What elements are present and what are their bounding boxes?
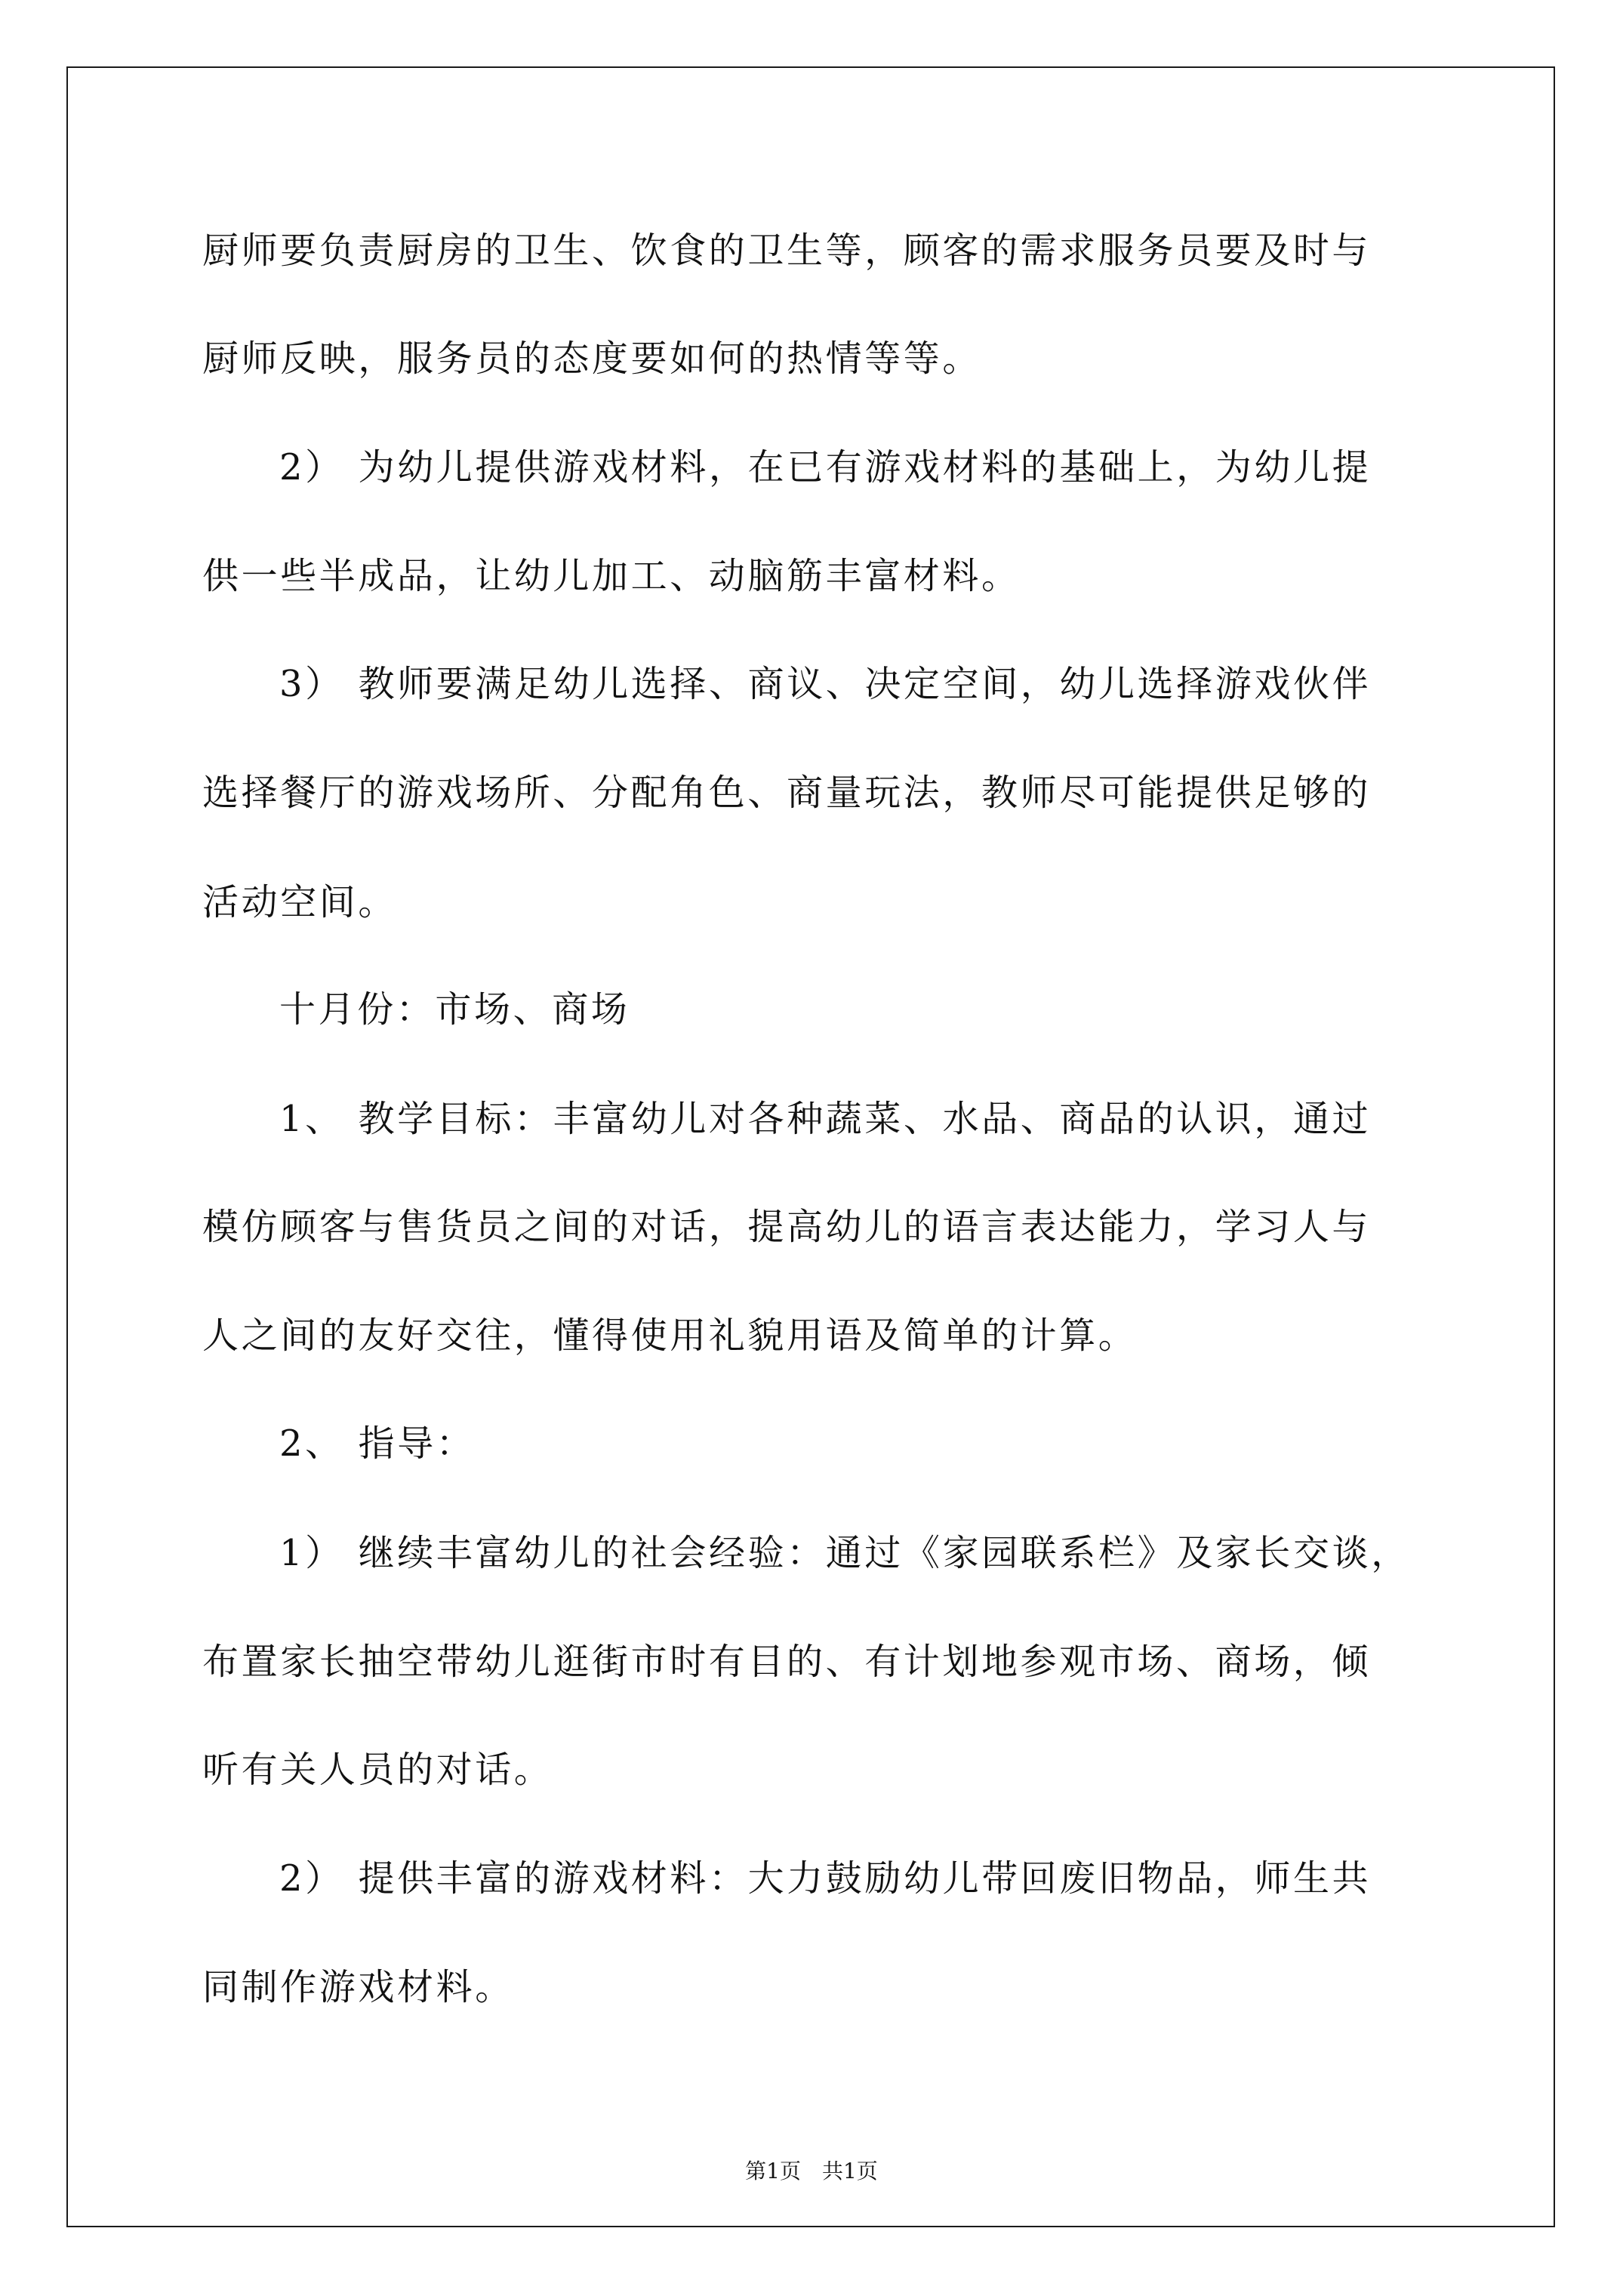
text-line: 模仿顾客与售货员之间的对话，提高幼儿的语言表达能力，学习人与 [202,1206,1372,1248]
text-line: 1、 教学目标：丰富幼儿对各种蔬菜、水品、商品的认识，通过 [279,1098,1372,1140]
text-line: 供一些半成品，让幼儿加工、动脑筋丰富材料。 [202,555,1021,597]
text-line: 2） 提供丰富的游戏材料：大力鼓励幼儿带回废旧物品，师生共 [279,1857,1372,1900]
text-line: 选择餐厅的游戏场所、分配角色、商量玩法，教师尽可能提供足够的 [202,772,1372,814]
text-line: 3） 教师要满足幼儿选择、商议、决定空间，幼儿选择游戏伙伴 [279,663,1372,705]
text-line: 1） 继续丰富幼儿的社会经验：通过《家园联系栏》及家长交谈， [279,1532,1410,1574]
text-line: 2、 指导： [279,1422,476,1465]
page-border [66,66,1555,2227]
text-line: 同制作游戏材料。 [202,1966,514,2008]
text-line: 听有关人员的对话。 [202,1749,553,1791]
text-line: 厨师要负责厨房的卫生、饮食的卫生等，顾客的需求服务员要及时与 [202,230,1372,272]
page-footer: 第1页 共1页 [745,2159,878,2184]
text-line: 厨师反映，服务员的态度要如何的热情等等。 [202,337,982,380]
text-line: 活动空间。 [202,881,398,923]
text-line: 人之间的友好交往，懂得使用礼貌用语及简单的计算。 [202,1314,1138,1357]
text-line: 布置家长抽空带幼儿逛街市时有目的、有计划地参观市场、商场，倾 [202,1641,1372,1683]
text-line: 2） 为幼儿提供游戏材料，在已有游戏材料的基础上，为幼儿提 [279,446,1372,488]
section-heading: 十月份：市场、商场 [279,988,630,1031]
